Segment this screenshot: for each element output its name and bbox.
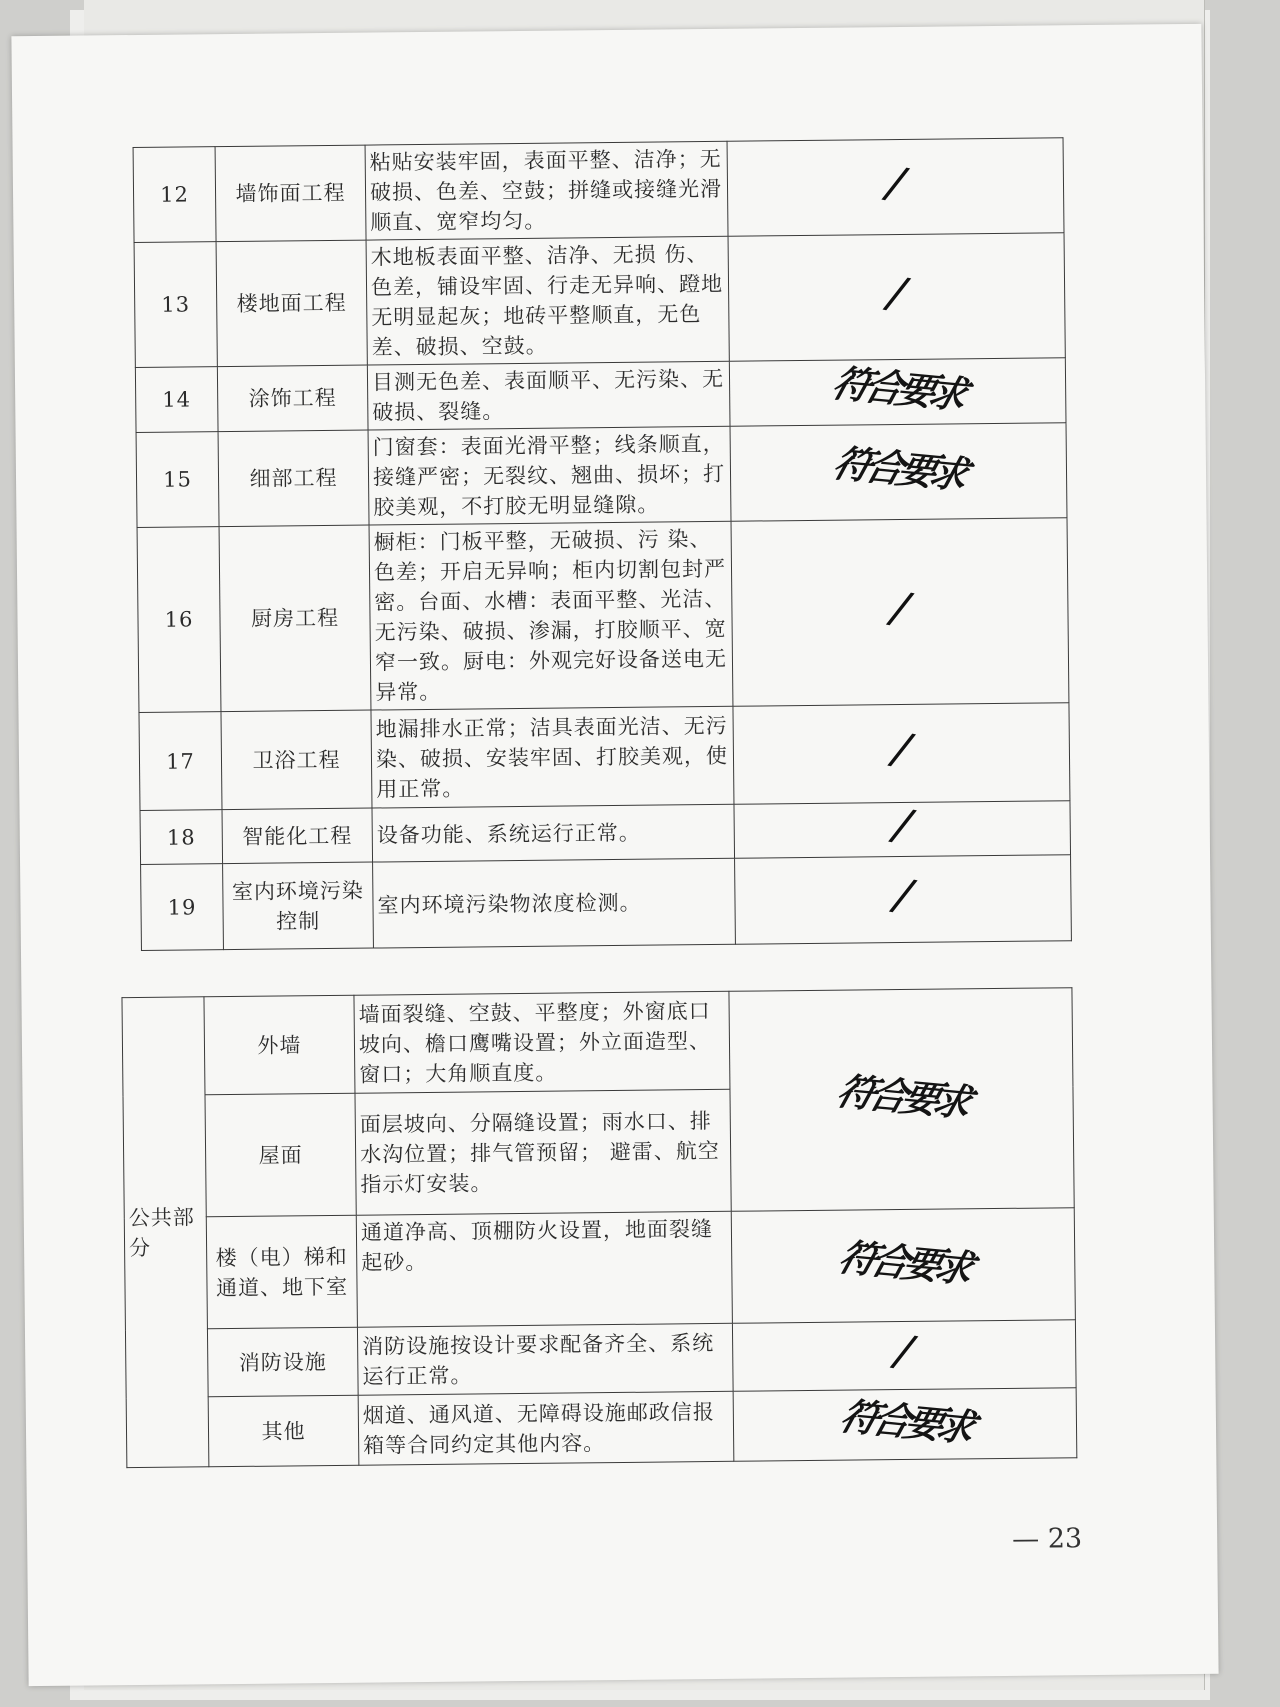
table-row bbox=[124, 1208, 1075, 1330]
item-requirement: 设备功能、系统运行正常。 bbox=[372, 804, 735, 862]
table-row bbox=[136, 423, 1067, 528]
item-requirement: 橱柜：门板平整，无破损、污 染、色差；开启无异响；柜内切割包封严密。台面、水槽：表面平整、光洁、无污染、破损、渗漏，打胶顺平、宽窄一致。厨电：外观完好设备送电无异常。 bbox=[369, 521, 733, 710]
item-name: 外墙 bbox=[204, 995, 355, 1095]
row-number: 18 bbox=[140, 810, 223, 865]
public-area-table bbox=[121, 987, 1077, 1468]
table-row bbox=[141, 855, 1072, 951]
row-number: 12 bbox=[133, 147, 216, 243]
item-name: 室内环境污染控制 bbox=[223, 862, 374, 950]
item-requirement: 目测无色差、表面顺平、无污染、无破损、裂缝。 bbox=[367, 361, 730, 430]
handwritten-signature: 符合要求 bbox=[828, 440, 969, 497]
result-cell bbox=[734, 798, 1071, 859]
result-cell bbox=[728, 233, 1065, 362]
document-page bbox=[11, 24, 1218, 1686]
result-cell bbox=[727, 138, 1064, 237]
handwritten-slash: / bbox=[882, 156, 909, 210]
table-row bbox=[134, 233, 1065, 368]
item-name: 细部工程 bbox=[218, 430, 369, 527]
handwritten-slash: / bbox=[888, 722, 915, 777]
item-requirement: 通道净高、顶棚防火设置，地面裂缝起砂。 bbox=[356, 1211, 732, 1327]
item-name: 墙饰面工程 bbox=[215, 145, 366, 242]
result-cell bbox=[733, 1388, 1077, 1462]
item-name: 卫浴工程 bbox=[221, 710, 372, 810]
item-requirement: 面层坡向、分隔缝设置；雨水口、排水沟位置；排气管预留； 避雷、航空指示灯安装。 bbox=[355, 1089, 731, 1215]
page-number: — 23 bbox=[1012, 1523, 1083, 1555]
item-requirement: 地漏排水正常；洁具表面光洁、无污染、破损、安装牢固、打胶美观，使用正常。 bbox=[371, 706, 734, 808]
item-requirement: 粘贴安装牢固，表面平整、洁净；无破损、色差、空鼓；拼缝或接缝光滑顺直、宽窄均匀。 bbox=[365, 141, 728, 240]
item-name: 屋面 bbox=[205, 1093, 356, 1217]
handwritten-slash: / bbox=[887, 581, 913, 635]
item-requirement: 消防设施按设计要求配备齐全、系统运行正常。 bbox=[357, 1323, 733, 1395]
handwritten-signature: 符合要求 bbox=[833, 1233, 974, 1291]
item-requirement: 烟道、通风道、无障碍设施邮政信报箱等合同约定其他内容。 bbox=[358, 1391, 734, 1465]
result-cell bbox=[732, 1320, 1076, 1392]
item-requirement: 木地板表面平整、洁净、无损 伤、色差，铺设牢固、行走无异响、蹬地无明显起灰；地砖平整顺直，无色差、破损、空鼓。 bbox=[366, 236, 729, 365]
result-cell bbox=[730, 423, 1067, 522]
row-number: 14 bbox=[135, 367, 218, 433]
handwritten-signature: 符合要求 bbox=[835, 1392, 975, 1450]
item-name: 智能化工程 bbox=[222, 808, 373, 864]
item-requirement: 室内环境污染物浓度检测。 bbox=[373, 858, 736, 948]
row-number: 13 bbox=[134, 242, 217, 368]
handwritten-slash: / bbox=[883, 266, 910, 320]
item-name: 楼（电）梯和通道、地下室 bbox=[206, 1215, 357, 1329]
result-cell bbox=[729, 988, 1074, 1212]
handwritten-slash: / bbox=[889, 798, 916, 853]
table-row bbox=[140, 801, 1071, 865]
handwritten-slash: / bbox=[891, 1324, 918, 1379]
table-row bbox=[135, 358, 1066, 433]
row-number: 15 bbox=[136, 432, 219, 528]
result-cell bbox=[729, 358, 1066, 427]
table-row bbox=[122, 988, 1073, 1096]
result-cell bbox=[731, 1208, 1075, 1324]
public-area-label: 公共部分 bbox=[122, 997, 209, 1468]
table-row bbox=[125, 1320, 1076, 1398]
table-row bbox=[133, 138, 1064, 243]
item-name: 楼地面工程 bbox=[216, 240, 367, 367]
handwritten-signature: 符合要求 bbox=[827, 360, 968, 417]
row-number: 16 bbox=[137, 527, 221, 713]
table-row bbox=[126, 1388, 1077, 1468]
item-requirement: 门窗套：表面光滑平整；线条顺直，接缝严密；无裂纹、翘曲、损坏；打胶美观，不打胶无明显缝隙。 bbox=[368, 426, 731, 525]
item-name: 消防设施 bbox=[207, 1327, 358, 1397]
result-cell bbox=[735, 855, 1072, 945]
item-name: 其他 bbox=[208, 1395, 359, 1467]
table-row bbox=[137, 518, 1069, 713]
result-cell bbox=[733, 703, 1070, 805]
result-cell bbox=[731, 518, 1069, 707]
row-number: 17 bbox=[139, 712, 222, 811]
inspection-table bbox=[133, 137, 1072, 951]
handwritten-signature: 符合要求 bbox=[831, 1067, 972, 1125]
handwritten-slash: / bbox=[890, 868, 916, 923]
table-row bbox=[139, 703, 1070, 811]
item-name: 涂饰工程 bbox=[217, 365, 368, 432]
row-number: 19 bbox=[141, 864, 224, 951]
item-name: 厨房工程 bbox=[219, 525, 371, 712]
item-requirement: 墙面裂缝、空鼓、平整度；外窗底口坡向、檐口鹰嘴设置；外立面造型、窗口；大角顺直度。 bbox=[354, 991, 730, 1093]
